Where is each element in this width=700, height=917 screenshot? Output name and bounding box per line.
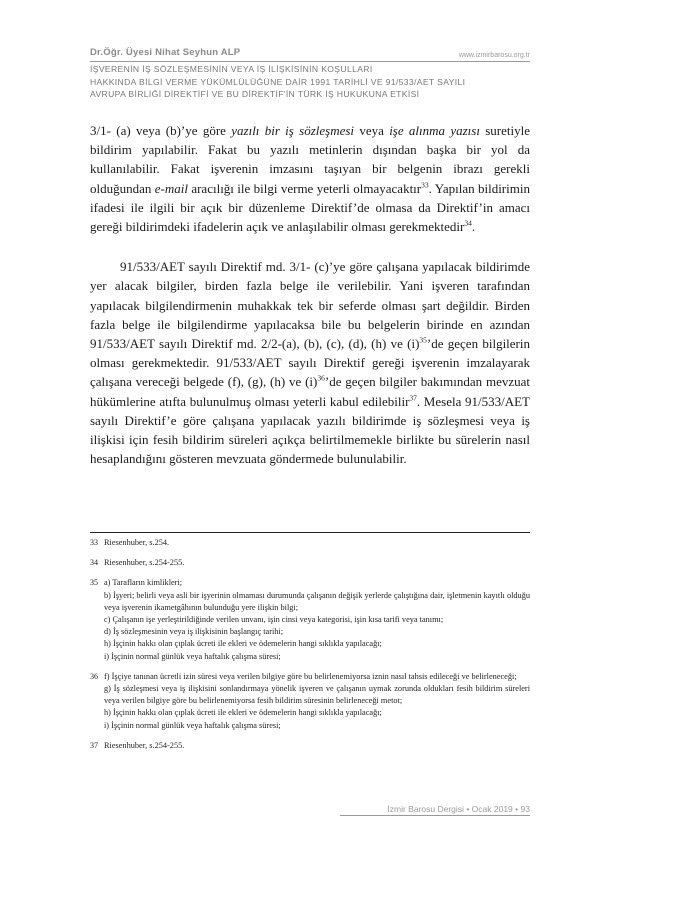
footnote-37 [90,740,530,752]
text-run: . Yapılan bildirimin ifadesi ile ilgili bir açık bir düzenleme Direktif’de olmasa da Direktif’in amacı gereği bildirimdeki ifadelerin açık ve anlaşılabilir olması gerekmektedir [90,180,530,235]
footnotes [90,537,530,760]
page-footer [387,804,530,814]
header-rule [90,61,530,62]
footnote-number: 37 [90,740,98,750]
text-run: 91/533/AET sayılı Direktif md. 3/1- (c)’ye göre çalışana yapılacak bildirimde yer alacak bilgiler, birden fazla belge ile verilebilir. Yani işveren tarafından yapılacak bilgilendirmenin muhakkak tek bir seferde olması şart değildir. Birden fazla belge ile bilgilendirme yapılacaksa bile bu belgelerin birinde en azından 91/533/AET sayılı Direktif md. 2/2-(a), (b), (c), (d), (h) ve (i) [90,259,530,352]
article-title-line: AVRUPA BİRLİĞİ DİREKTİFİ VE BU DİREKTİF'İN TÜRK İŞ HUKUKUNA ETKİSİ [90,89,420,99]
separator: • [515,804,519,814]
italic-run: e-mail [154,180,188,196]
footnote-number: 35 [90,578,98,588]
footnote-text: d) İş sözleşmesinin veya iş ilişkisinin başlangıç tarihi; [104,627,284,637]
website-link[interactable]: www.izmirbarosu.org.tr [458,52,530,59]
footnote-number: 36 [90,671,98,681]
footnote-text: Riesenhuber, s.254. [104,538,170,547]
main-text [90,121,530,468]
footnote-text: i) İşçinin normal günlük veya haftalık çalışma süresi; [104,720,281,730]
text-run: 3/1- (a) veya (b)’ye göre [90,123,232,138]
author-name: Dr.Öğr. Üyesi Nihat Seyhun ALP [90,47,241,58]
article-title-line: HAKKINDA BİLGİ VERME YÜKÜMLÜLÜĞÜNE DAİR 1991 TARİHLİ VE 91/533/AET SAYILI [90,76,466,87]
footnote-text: i) İşçinin normal günlük veya haftalık çalışma süresi; [104,651,281,661]
paragraph-2 [90,257,530,468]
separator: • [466,804,470,814]
footnote-number: 34 [90,558,98,568]
text-run: . [471,219,476,235]
footnote-text: f) İşçiye tanınan ücretli izin süresi veya verilen bilgiye göre bu belirlenemiyorsa iznin nasıl tahsis edileceği ve belirleneceği; [104,671,517,681]
issue-date: Ocak 2019 [471,804,513,814]
footnote-35 [90,577,530,662]
text-run: ’de geçen bilgiler bakımından mevzuat hükümlerine atıfta bulunulmuş olması yeterli kabul edilebilir [90,374,530,409]
footnote-ref[interactable]: 37 [409,393,417,403]
italic-run: yazılı bir iş sözleşmesi [231,123,355,138]
footnote-36 [90,671,530,732]
italic-run: işe alınma yazısı [389,123,480,138]
footnote-text: h) İşçinin hakkı olan çıplak ücreti ile ekleri ve ödemelerin hangi sıklıkla yapılacağı; [104,639,382,649]
text-run: aracılığı ile bilgi verme yeterli olmayacaktır [187,180,422,196]
text-run: veya [354,123,390,138]
footnote-rule [90,532,530,533]
page-number: 93 [520,804,530,814]
article-title [90,63,530,101]
footnote-ref[interactable]: 33 [421,180,429,190]
footnote-ref[interactable]: 35 [419,335,427,345]
journal-name: İzmir Barosu Dergisi [387,804,464,814]
footnote-34 [90,557,530,569]
footnote-text: Riesenhuber, s.254-255. [104,558,185,568]
footnote-text: a) Tarafların kimlikleri; [104,578,183,588]
article-title-line: İŞVERENİN İŞ SÖZLEŞMESİNİN VEYA İŞ İLİŞKİSİNİN KOŞULLARI [90,64,373,74]
footnote-ref[interactable]: 36 [317,374,325,384]
footnote-text: h) İşçinin hakkı olan çıplak ücreti ile ekleri ve ödemelerin hangi sıklıkla yapılacağı; [104,708,382,718]
footnote-33 [90,537,530,549]
footnote-text: c) Çalışanın işe yerleştirildiğinde verilen unvanı, işin cinsi veya kategorisi, işin kısa tarifi veya tanımı; [104,615,444,625]
footnote-text: g) İş sözleşmesi veya iş ilişkisini sonlandırmaya yönelik işveren ve çalışanın uymak zorunda oldukları fesih bildirim süreleri veya verilen bilgiye göre bu belirlenemiyorsa fesih bildirim süresinin belirleneceği metot; [104,684,530,706]
text-run: ’de geçen bilgilerin olması gerekmektedir. 91/533/AET sayılı Direktif gereği işverenin imzalayarak çalışana vereceği belgede (f), (g), (h) ve (i) [90,336,531,390]
footer-rule [340,815,530,816]
footnote-number: 33 [90,538,98,547]
text-run: . Mesela 91/533/AET sayılı Direktif’e göre çalışana yapılacak yazılı bildirimde iş sözleşmesi veya iş ilişkisi için fesih bildirim süreleri açıkça belirtilmemekle birlikte bu sürelerin nasıl hesaplandığını gösteren mevzuata göndermede bulunulabilir. [90,393,530,467]
footnote-text: Riesenhuber, s.254-255. [104,740,185,750]
running-header [90,47,530,101]
footnote-ref[interactable]: 34 [464,218,472,228]
footnote-text: b) İşyeri; belirli veya asli bir işyerinin olmaması durumunda çalışanın değişik yerlerde çalıştığına dair, işletmenin kayıtlı olduğu veya işverenin ikametgâhının bulunduğu yere ilişkin bilgi; [104,590,530,612]
paragraph-1 [90,121,530,236]
text-run: suretiyle bildirim yapılabilir. Fakat bu yazılı metinlerin dışından başka bir yol da kullanılabilir. Fakat işverenin imzasını taşıyan bir belgenin ibrazı gerekli olduğundan [90,123,531,196]
